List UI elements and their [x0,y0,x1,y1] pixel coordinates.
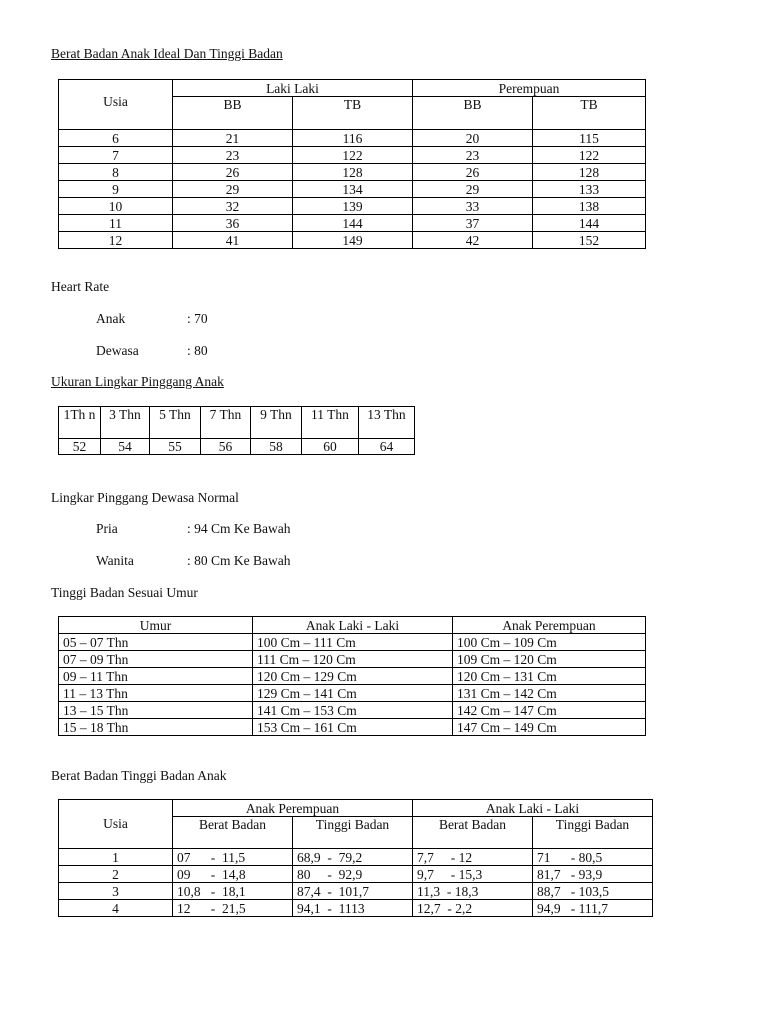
umur-cell: 11 – 13 Thn [59,685,253,702]
boys-height-cell: 129 Cm – 141 Cm [253,685,453,702]
waist-value-cell: 56 [201,439,251,455]
umur-cell: 05 – 07 Thn [59,634,253,651]
girls-height-cell: 68,9 - 79,2 [293,849,413,866]
female-bb-cell: 37 [413,215,533,232]
waist-value-cell: 60 [302,439,359,455]
umur-cell: 07 – 09 Thn [59,651,253,668]
table-row [59,900,653,917]
umur-cell: 13 – 15 Thn [59,702,253,719]
group-header-boys: Anak Laki - Laki [413,800,653,817]
table-row [59,164,646,181]
male-tb-cell: 139 [293,198,413,215]
waist-value-cell: 54 [101,439,150,455]
table-row [59,130,646,147]
table-row [59,883,653,900]
boys-height-header: Tinggi Badan [533,817,653,849]
usia-cell: 6 [59,130,173,147]
male-bb-cell: 23 [173,147,293,164]
female-bb-cell: 33 [413,198,533,215]
boys-weight-cell: 11,3 - 18,3 [413,883,533,900]
waist-value-cell: 58 [251,439,302,455]
table-row [59,181,646,198]
female-bb-header: BB [413,97,533,130]
table-row [59,215,646,232]
boys-weight-cell: 9,7 - 15,3 [413,866,533,883]
section-title-child-weight-height: Berat Badan Tinggi Badan Anak [51,768,227,783]
female-bb-cell: 20 [413,130,533,147]
col-usia-header: Usia [59,80,173,130]
male-bb-cell: 36 [173,215,293,232]
male-bb-header: BB [173,97,293,130]
male-tb-header: TB [293,97,413,130]
table-row [59,651,646,668]
child-waist-table [58,406,415,455]
female-tb-cell: 144 [533,215,646,232]
table-row [59,147,646,164]
adult-waist-value-wanita: : 80 Cm Ke Bawah [187,553,291,568]
girls-height-cell: 100 Cm – 109 Cm [453,634,646,651]
waist-value-cell: 64 [359,439,415,455]
table-row [59,702,646,719]
female-bb-cell: 26 [413,164,533,181]
waist-header-9thn: 9 Thn [251,407,302,439]
boys-header: Anak Laki - Laki [253,617,453,634]
boys-height-cell: 71 - 80,5 [533,849,653,866]
waist-header-5thn: 5 Thn [150,407,201,439]
male-tb-cell: 122 [293,147,413,164]
usia-cell: 7 [59,147,173,164]
boys-height-cell: 120 Cm – 129 Cm [253,668,453,685]
boys-height-cell: 153 Cm – 161 Cm [253,719,453,736]
male-tb-cell: 134 [293,181,413,198]
table-row [59,439,415,455]
table-row [59,866,653,883]
girls-height-cell: 80 - 92,9 [293,866,413,883]
adult-waist-value-pria: : 94 Cm Ke Bawah [187,521,291,536]
female-tb-header: TB [533,97,646,130]
female-tb-cell: 122 [533,147,646,164]
table-row [59,849,653,866]
umur-cell: 15 – 18 Thn [59,719,253,736]
female-bb-cell: 23 [413,147,533,164]
waist-header-7thn: 7 Thn [201,407,251,439]
girls-height-cell: 142 Cm – 147 Cm [453,702,646,719]
girls-height-cell: 147 Cm – 149 Cm [453,719,646,736]
group-header-girls: Anak Perempuan [173,800,413,817]
heart-rate-value-dewasa: : 80 [187,343,208,358]
boys-height-cell: 94,9 - 111,7 [533,900,653,917]
male-tb-cell: 144 [293,215,413,232]
boys-height-cell: 88,7 - 103,5 [533,883,653,900]
male-bb-cell: 26 [173,164,293,181]
male-tb-cell: 149 [293,232,413,249]
female-bb-cell: 42 [413,232,533,249]
usia-cell: 11 [59,215,173,232]
male-bb-cell: 29 [173,181,293,198]
usia-cell: 2 [59,866,173,883]
girls-height-header: Tinggi Badan [293,817,413,849]
heart-rate-label-anak: Anak [96,311,126,326]
girls-weight-cell: 09 - 14,8 [173,866,293,883]
heart-rate-label-dewasa: Dewasa [96,343,139,358]
girls-height-cell: 94,1 - 1113 [293,900,413,917]
female-tb-cell: 152 [533,232,646,249]
girls-header: Anak Perempuan [453,617,646,634]
female-tb-cell: 128 [533,164,646,181]
usia-cell: 10 [59,198,173,215]
girls-weight-cell: 12 - 21,5 [173,900,293,917]
male-bb-cell: 41 [173,232,293,249]
group-header-male: Laki Laki [173,80,413,97]
child-weight-height-table [58,799,653,917]
table-row [59,634,646,651]
section-title-ideal-weight-height: Berat Badan Anak Ideal Dan Tinggi Badan [51,46,283,61]
waist-value-cell: 52 [59,439,101,455]
boys-weight-header: Berat Badan [413,817,533,849]
boys-height-cell: 141 Cm – 153 Cm [253,702,453,719]
heart-rate-value-anak: : 70 [187,311,208,326]
female-tb-cell: 138 [533,198,646,215]
boys-height-cell: 100 Cm – 111 Cm [253,634,453,651]
girls-height-cell: 120 Cm – 131 Cm [453,668,646,685]
girls-weight-header: Berat Badan [173,817,293,849]
section-title-height-by-age: Tinggi Badan Sesuai Umur [51,585,198,600]
usia-cell: 1 [59,849,173,866]
girls-height-cell: 87,4 - 101,7 [293,883,413,900]
boys-weight-cell: 7,7 - 12 [413,849,533,866]
usia-cell: 3 [59,883,173,900]
female-tb-cell: 133 [533,181,646,198]
male-bb-cell: 32 [173,198,293,215]
waist-header-3thn: 3 Thn [101,407,150,439]
boys-height-cell: 81,7 - 93,9 [533,866,653,883]
umur-cell: 09 – 11 Thn [59,668,253,685]
girls-height-cell: 109 Cm – 120 Cm [453,651,646,668]
ideal-weight-height-table [58,79,646,249]
waist-header-13thn: 13 Thn [359,407,415,439]
col-usia-header: Usia [59,800,173,849]
adult-waist-label-wanita: Wanita [96,553,134,568]
group-header-female: Perempuan [413,80,646,97]
section-title-child-waist: Ukuran Lingkar Pinggang Anak [51,374,224,389]
waist-header-11thn: 11 Thn [302,407,359,439]
boys-weight-cell: 12,7 - 2,2 [413,900,533,917]
usia-cell: 9 [59,181,173,198]
girls-weight-cell: 07 - 11,5 [173,849,293,866]
girls-weight-cell: 10,8 - 18,1 [173,883,293,900]
table-row [59,198,646,215]
adult-waist-title: Lingkar Pinggang Dewasa Normal [51,490,239,505]
girls-height-cell: 131 Cm – 142 Cm [453,685,646,702]
table-row [59,232,646,249]
male-tb-cell: 128 [293,164,413,181]
usia-cell: 8 [59,164,173,181]
height-by-age-table [58,616,646,736]
female-tb-cell: 115 [533,130,646,147]
usia-cell: 4 [59,900,173,917]
table-row [59,685,646,702]
heart-rate-title: Heart Rate [51,279,110,294]
female-bb-cell: 29 [413,181,533,198]
adult-waist-label-pria: Pria [96,521,118,536]
boys-height-cell: 111 Cm – 120 Cm [253,651,453,668]
usia-cell: 12 [59,232,173,249]
waist-value-cell: 55 [150,439,201,455]
male-tb-cell: 116 [293,130,413,147]
umur-header: Umur [59,617,253,634]
waist-header-1thn: 1Th n [59,407,101,439]
male-bb-cell: 21 [173,130,293,147]
table-row [59,668,646,685]
table-row [59,719,646,736]
